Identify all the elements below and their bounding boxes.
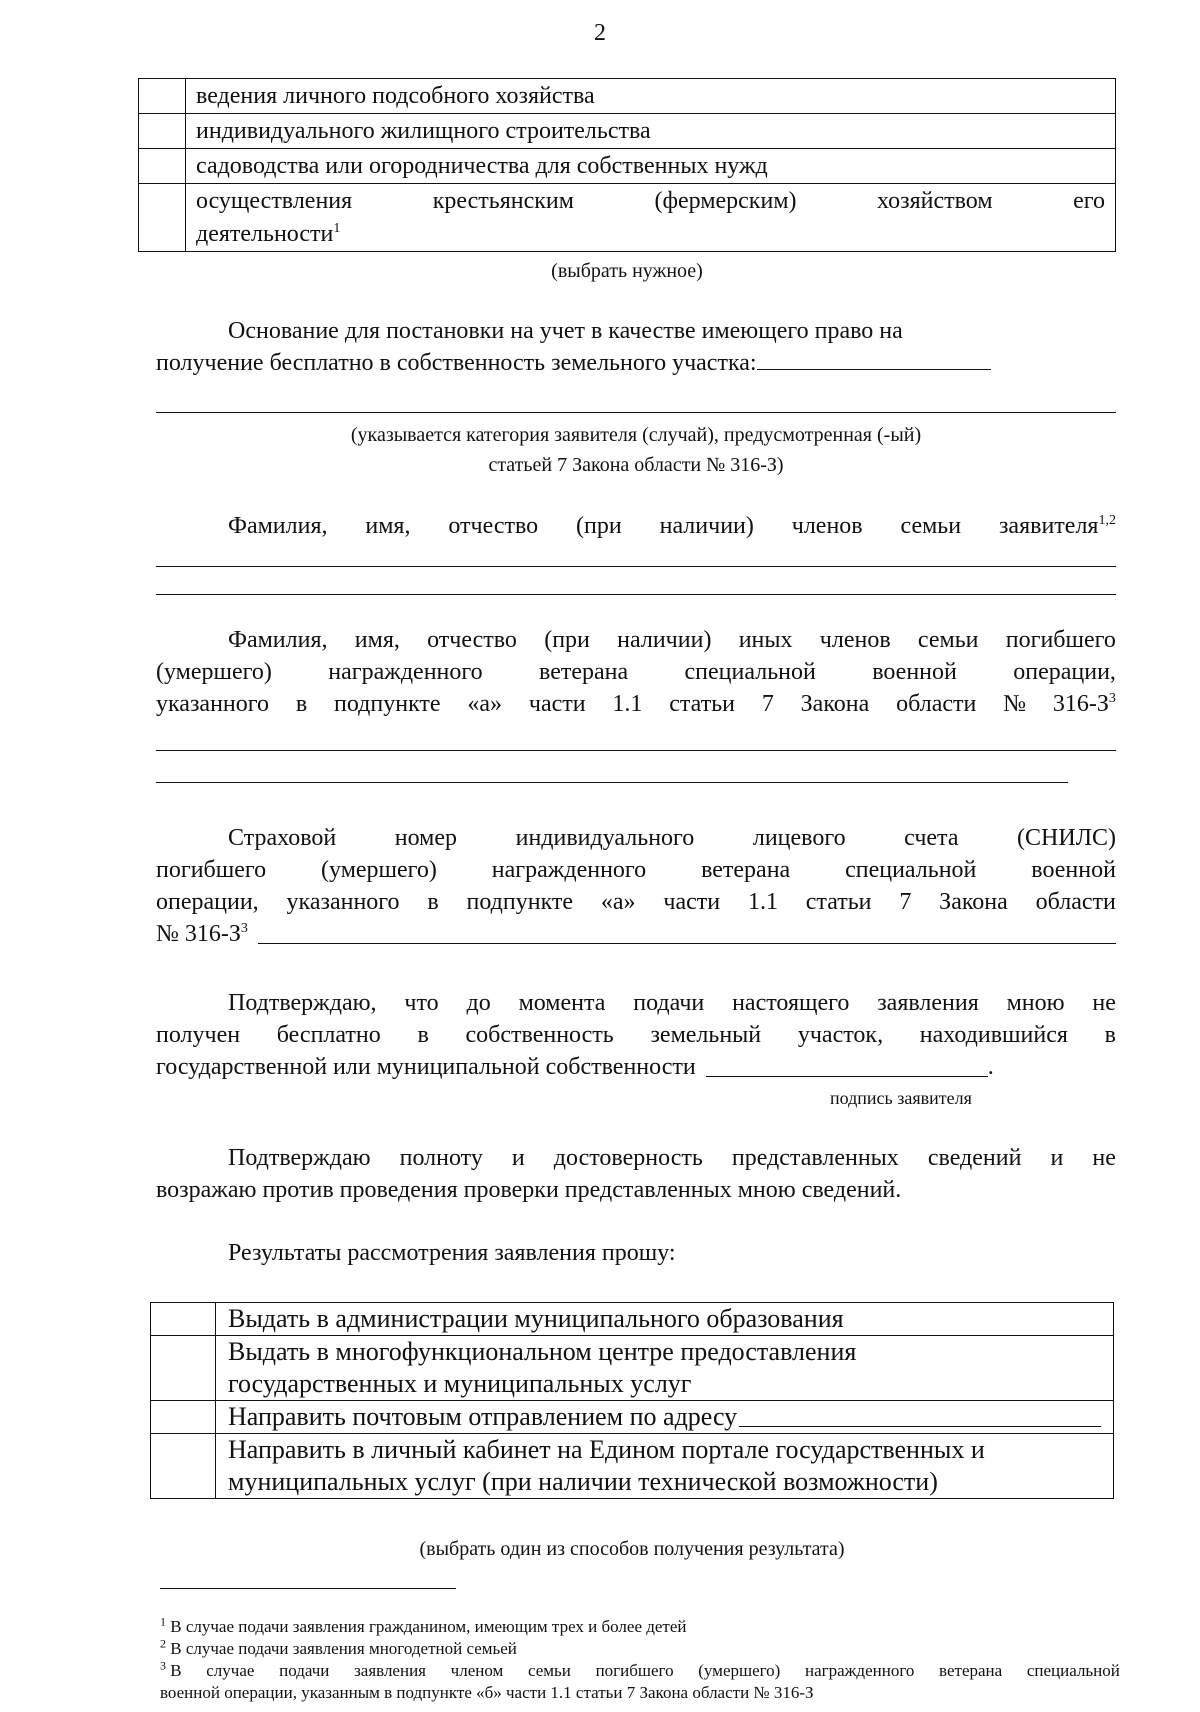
- purpose-table: [138, 78, 1116, 252]
- snils-line-4: [156, 918, 1116, 950]
- basis-paragraph: [156, 315, 1116, 379]
- basis-input-line[interactable]: [757, 347, 991, 370]
- text: Основание для постановки на учет в качестве имеющего право на: [228, 318, 903, 344]
- word: членов: [819, 627, 891, 653]
- footnote-mark: 2: [160, 1636, 166, 1651]
- word: Закона: [800, 691, 870, 717]
- page-number: 2: [594, 20, 606, 46]
- word: не: [1092, 990, 1116, 1016]
- text: Выдать в администрации муниципального образования: [228, 1304, 844, 1333]
- word: его: [1073, 188, 1105, 214]
- word: В: [170, 1661, 182, 1680]
- word: в: [295, 691, 308, 717]
- word: (умершего): [156, 659, 272, 685]
- family-input-line-1[interactable]: [156, 566, 1116, 567]
- footnote-ref: 3: [1108, 691, 1116, 706]
- purpose-caption: (выбрать нужное): [551, 260, 703, 282]
- word: получен: [156, 1022, 241, 1048]
- word: 316-З: [1052, 691, 1109, 717]
- word: специальной: [1026, 1661, 1120, 1680]
- result-option: [216, 1434, 1114, 1499]
- word: крестьянским: [432, 188, 574, 214]
- word: заявления: [354, 1661, 426, 1680]
- word: 1.1: [747, 889, 778, 915]
- word: осуществления: [196, 188, 353, 214]
- word: «а»: [467, 691, 503, 717]
- word: не: [1092, 1145, 1116, 1171]
- result-checkbox-cell[interactable]: [151, 1336, 216, 1401]
- results-table: [150, 1302, 1114, 1499]
- word: подачи: [279, 1661, 330, 1680]
- word: и: [511, 1145, 525, 1171]
- word: 7: [899, 889, 912, 915]
- text: Направить почтовым отправлением по адресу: [228, 1402, 738, 1431]
- other-members-paragraph: [156, 624, 1116, 720]
- confirm-accuracy-line-1: [156, 1142, 1116, 1174]
- word: специальной: [684, 659, 816, 685]
- word: награжденного: [491, 857, 647, 883]
- word: части: [528, 691, 586, 717]
- word: участок,: [797, 1022, 884, 1048]
- footnote-1: [160, 1616, 1120, 1638]
- text: муниципальных услуг (при наличии технической возможности): [228, 1467, 938, 1496]
- word: части: [663, 889, 721, 915]
- word: счета: [904, 825, 959, 851]
- result-checkbox-cell[interactable]: [151, 1303, 216, 1336]
- basis-line-2: [156, 347, 1116, 379]
- confirm-land-line-1: [156, 987, 1116, 1019]
- footnote-ref: 1: [333, 221, 341, 236]
- word: Фамилия,: [228, 627, 328, 653]
- word: Подтверждаю,: [228, 990, 377, 1016]
- footnote-3-line-2: военной операции, указанным в подпункте «б» части 1.1 статьи 7 Закона области № 316-З: [160, 1683, 814, 1702]
- snils-paragraph: [156, 822, 1116, 950]
- basis-line-1: [156, 315, 1116, 347]
- result-row: [151, 1336, 1114, 1401]
- word: военной: [1031, 857, 1116, 883]
- confirm-land-line-3: [156, 1051, 1116, 1083]
- purpose-checkbox-cell[interactable]: [139, 114, 186, 149]
- word: 1.1: [612, 691, 643, 717]
- word: «а»: [600, 889, 636, 915]
- word: отчество: [448, 513, 539, 539]
- word: деятельности: [196, 221, 334, 247]
- word: погибшего: [156, 857, 267, 883]
- word: Фамилия,: [228, 513, 328, 539]
- word: семьи: [527, 1661, 571, 1680]
- footnote-3: [160, 1660, 1120, 1704]
- purpose-row: [139, 79, 1116, 114]
- word: номер: [394, 825, 458, 851]
- word: (умершего): [321, 857, 437, 883]
- word: момента: [518, 990, 606, 1016]
- word: заявителя: [998, 513, 1099, 539]
- word: в: [1104, 1022, 1116, 1048]
- word: полноту: [399, 1145, 483, 1171]
- word: лицевого: [752, 825, 846, 851]
- farming-line-1: [196, 185, 1105, 218]
- word: иных: [738, 627, 793, 653]
- word: бесплатно: [276, 1022, 381, 1048]
- address-input-line[interactable]: [739, 1426, 1101, 1427]
- text: В случае подачи заявления гражданином, имеющим трех и более детей: [170, 1617, 687, 1636]
- other-input-line-2[interactable]: [156, 782, 1068, 783]
- other-input-line-1[interactable]: [156, 750, 1116, 751]
- word: ветерана: [539, 659, 629, 685]
- word: погибшего: [1005, 627, 1116, 653]
- word: наличии): [617, 627, 712, 653]
- result-row: [151, 1303, 1114, 1336]
- word: указанного: [156, 691, 270, 717]
- word: достоверность: [553, 1145, 703, 1171]
- word: членов: [791, 513, 863, 539]
- purpose-checkbox-cell[interactable]: [139, 184, 186, 252]
- word: наличии): [659, 513, 754, 539]
- text: № 316-З: [156, 921, 241, 947]
- word: указанного: [286, 889, 400, 915]
- word: имя,: [354, 627, 400, 653]
- signature-line[interactable]: [706, 1076, 988, 1077]
- purpose-option: ведения личного подсобного хозяйства: [186, 79, 1116, 114]
- purpose-option: индивидуального жилищного строительства: [186, 114, 1116, 149]
- snils-line-2: [156, 854, 1116, 886]
- period: .: [987, 1054, 994, 1080]
- word: Закона: [939, 889, 1008, 915]
- purpose-row: [139, 149, 1116, 184]
- word: отчество: [427, 627, 517, 653]
- farming-line-2: [196, 218, 1105, 251]
- text: государственных и муниципальных услуг: [228, 1369, 692, 1398]
- footnote-mark: 1: [160, 1614, 166, 1629]
- word: (СНИЛС): [1017, 825, 1116, 851]
- word: ветерана: [939, 1661, 1003, 1680]
- snils-line-3: [156, 886, 1116, 918]
- purpose-option-farming: [186, 184, 1116, 252]
- word: Подтверждаю: [228, 1145, 371, 1171]
- word: случае: [206, 1661, 255, 1680]
- other-line-2: [156, 656, 1116, 688]
- word: 7: [761, 691, 774, 717]
- footnote-ref: 1,2: [1098, 513, 1116, 528]
- result-checkbox-cell[interactable]: [151, 1401, 216, 1434]
- text: Направить в личный кабинет на Едином портале государственных и: [228, 1435, 985, 1464]
- family-line: [156, 510, 1116, 542]
- footnote-ref: 3: [240, 921, 248, 936]
- word: находившийся: [919, 1022, 1068, 1048]
- word: семьи: [900, 513, 962, 539]
- signature-caption: подпись заявителя: [830, 1088, 972, 1108]
- footnote-rule: [160, 1588, 456, 1589]
- result-row: [151, 1434, 1114, 1499]
- caption-line: статьей 7 Закона области № 316-З): [488, 454, 784, 476]
- footnote-mark: 3: [160, 1658, 166, 1673]
- word: собственность: [465, 1022, 614, 1048]
- basis-caption: [156, 420, 1116, 480]
- word: имя,: [365, 513, 411, 539]
- word: настоящего: [732, 990, 850, 1016]
- text: В случае подачи заявления многодетной семьей: [170, 1639, 517, 1658]
- footnotes: [160, 1616, 1120, 1704]
- confirm-land-paragraph: [156, 987, 1116, 1083]
- word: подпункте: [334, 691, 441, 717]
- word: погибшего: [595, 1661, 674, 1680]
- word: статьи: [805, 889, 872, 915]
- word: подпункте: [466, 889, 574, 915]
- word: статьи: [669, 691, 735, 717]
- word: до: [466, 990, 491, 1016]
- word: Страховой: [228, 825, 337, 851]
- result-checkbox-cell[interactable]: [151, 1434, 216, 1499]
- word: области: [896, 691, 977, 717]
- result-option: [216, 1303, 1114, 1336]
- confirm-accuracy-line-2: возражаю против проведения проверки представленных мною сведений.: [156, 1177, 902, 1203]
- word: заявления: [877, 990, 979, 1016]
- purpose-row: [139, 114, 1116, 149]
- footnote-2: [160, 1638, 1120, 1660]
- word: в: [427, 889, 439, 915]
- text: Выдать в многофункциональном центре предоставления: [228, 1337, 857, 1366]
- result-option: [216, 1336, 1114, 1401]
- purpose-row: [139, 184, 1116, 252]
- text: государственной или муниципальной собственности: [156, 1054, 696, 1080]
- basis-input-line-2[interactable]: [156, 412, 1116, 413]
- word: ветерана: [701, 857, 791, 883]
- word: (умершего): [698, 1661, 781, 1680]
- word: №: [1003, 691, 1027, 717]
- word: сведений: [927, 1145, 1022, 1171]
- word: и: [1050, 1145, 1064, 1171]
- result-option: [216, 1401, 1114, 1434]
- confirm-accuracy-paragraph: [156, 1142, 1116, 1206]
- result-row: [151, 1401, 1114, 1434]
- word: области: [1035, 889, 1116, 915]
- word: что: [404, 990, 439, 1016]
- snils-input-line[interactable]: [258, 943, 1116, 944]
- word: хозяйством: [877, 188, 993, 214]
- word: (фермерским): [654, 188, 797, 214]
- other-line-1: [156, 624, 1116, 656]
- word: земельный: [650, 1022, 762, 1048]
- word: награжденного: [328, 659, 483, 685]
- family-input-line-2[interactable]: [156, 594, 1116, 595]
- word: членом: [450, 1661, 504, 1680]
- word: индивидуального: [515, 825, 695, 851]
- word: операции,: [156, 889, 259, 915]
- family-paragraph: [156, 510, 1116, 542]
- word: представленных: [731, 1145, 899, 1171]
- word: подачи: [633, 990, 705, 1016]
- word: в: [417, 1022, 429, 1048]
- word: награжденного: [805, 1661, 915, 1680]
- word: специальной: [845, 857, 977, 883]
- snils-line-1: [156, 822, 1116, 854]
- word: мною: [1006, 990, 1065, 1016]
- confirm-land-line-2: [156, 1019, 1116, 1051]
- caption-line: (указывается категория заявителя (случай), предусмотренная (-ый): [350, 424, 922, 446]
- purpose-checkbox-cell[interactable]: [139, 149, 186, 184]
- word: (при: [576, 513, 622, 539]
- purpose-checkbox-cell[interactable]: [139, 79, 186, 114]
- word: (при: [544, 627, 590, 653]
- results-heading: Результаты рассмотрения заявления прошу:: [228, 1240, 676, 1266]
- results-caption: (выбрать один из способов получения результата): [419, 1538, 845, 1560]
- other-line-3: [156, 688, 1116, 720]
- word: семьи: [917, 627, 979, 653]
- text: получение бесплатно в собственность земельного участка:: [156, 350, 757, 376]
- word: военной: [872, 659, 957, 685]
- word: операции,: [1013, 659, 1116, 685]
- purpose-option: садоводства или огородничества для собственных нужд: [186, 149, 1116, 184]
- footnote-3-line-1: [160, 1660, 1120, 1682]
